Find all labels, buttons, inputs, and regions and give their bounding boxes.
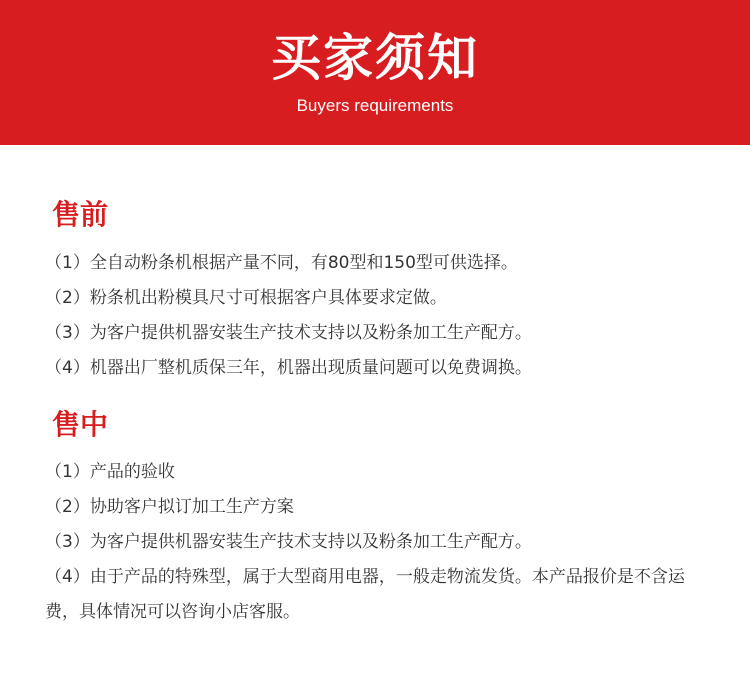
list-item: （3）为客户提供机器安装生产技术支持以及粉条加工生产配方。: [45, 323, 532, 343]
list-item: （2）粉条机出粉模具尺寸可根据客户具体要求定做。: [45, 288, 447, 308]
section-title-pre-sale: 售前: [52, 198, 109, 231]
list-item: （2）协助客户拟订加工生产方案: [45, 497, 294, 517]
list-item: （1）全自动粉条机根据产量不同，有80型和150型可供选择。: [45, 253, 518, 273]
list-item: （3）为客户提供机器安装生产技术支持以及粉条加工生产配方。: [45, 532, 532, 552]
header-banner: [0, 0, 750, 145]
section-title-in-sale: 售中: [52, 408, 109, 441]
list-item: （4）由于产品的特殊型，属于大型商用电器，一般走物流发货。本产品报价是不含运费，具体情况可以咨询小店客服。: [45, 567, 685, 622]
list-item: （4）机器出厂整机质保三年，机器出现质量问题可以免费调换。: [45, 358, 532, 378]
page-subtitle: Buyers requirements: [296, 96, 454, 115]
list-item: （1）产品的验收: [45, 462, 175, 482]
page-title: 买家须知: [271, 29, 479, 87]
